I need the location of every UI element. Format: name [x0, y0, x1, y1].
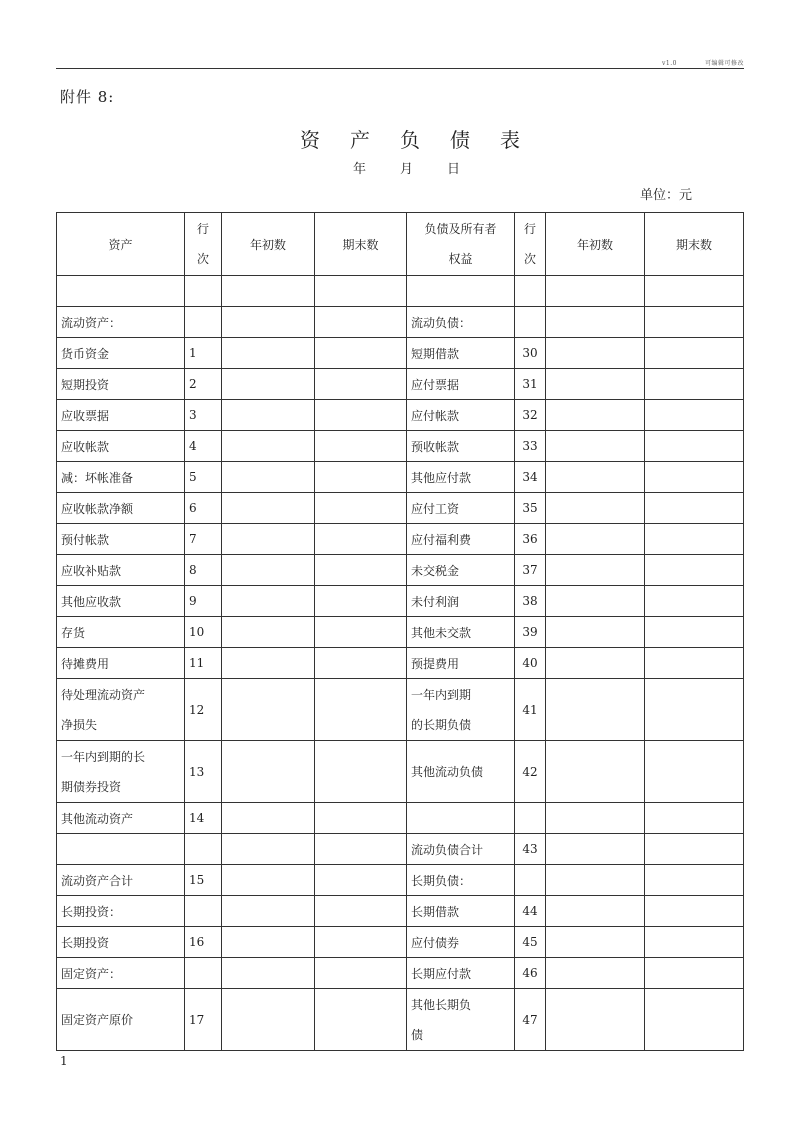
liability-end-cell — [645, 524, 744, 555]
liability-line-cell: 42 — [515, 741, 546, 803]
asset-line-cell: 6 — [185, 493, 222, 524]
asset-line-cell: 3 — [185, 400, 222, 431]
asset-begin-cell — [222, 958, 315, 989]
liability-line-cell: 31 — [515, 369, 546, 400]
liability-name-cell: 预提费用 — [407, 648, 515, 679]
asset-line-cell: 13 — [185, 741, 222, 803]
page-number: 1 — [60, 1054, 68, 1068]
table-row — [57, 586, 744, 617]
table-row — [57, 276, 744, 307]
liability-end-cell — [645, 958, 744, 989]
liability-end-cell — [645, 276, 744, 307]
liability-end-cell — [645, 865, 744, 896]
table-row — [57, 369, 744, 400]
asset-begin-cell — [222, 462, 315, 493]
liability-end-cell — [645, 307, 744, 338]
liability-begin-cell — [546, 555, 645, 586]
table-row — [57, 927, 744, 958]
asset-line-cell — [185, 834, 222, 865]
col-header-end: 期末数 — [645, 213, 744, 276]
asset-name-cell: 应收帐款 — [57, 431, 185, 462]
asset-begin-cell — [222, 307, 315, 338]
liability-begin-cell — [546, 927, 645, 958]
asset-name-cell: 待摊费用 — [57, 648, 185, 679]
asset-line-cell — [185, 307, 222, 338]
asset-begin-cell — [222, 338, 315, 369]
asset-end-cell — [315, 369, 407, 400]
liability-name-cell: 应付票据 — [407, 369, 515, 400]
liability-name-cell: 未交税金 — [407, 555, 515, 586]
liability-line-cell: 36 — [515, 524, 546, 555]
asset-begin-cell — [222, 400, 315, 431]
asset-name-cell: 应收票据 — [57, 400, 185, 431]
asset-line-cell: 2 — [185, 369, 222, 400]
liability-line-cell: 37 — [515, 555, 546, 586]
col-header-begin: 年初数 — [222, 213, 315, 276]
table-row — [57, 958, 744, 989]
liability-name-cell: 应付工资 — [407, 493, 515, 524]
liability-begin-cell — [546, 276, 645, 307]
asset-begin-cell — [222, 617, 315, 648]
asset-line-cell: 15 — [185, 865, 222, 896]
table-row — [57, 741, 744, 803]
asset-line-cell — [185, 896, 222, 927]
asset-name-cell: 流动资产合计 — [57, 865, 185, 896]
liability-line-cell: 47 — [515, 989, 546, 1051]
asset-name-cell: 固定资产原价 — [57, 989, 185, 1051]
liability-end-cell — [645, 586, 744, 617]
asset-begin-cell — [222, 369, 315, 400]
asset-begin-cell — [222, 493, 315, 524]
asset-begin-cell — [222, 524, 315, 555]
liability-line-cell — [515, 307, 546, 338]
balance-sheet-table — [56, 212, 744, 1051]
asset-name-cell: 减：坏帐准备 — [57, 462, 185, 493]
asset-name-cell: 应收帐款净额 — [57, 493, 185, 524]
asset-name-cell: 长期投资： — [57, 896, 185, 927]
asset-end-cell — [315, 927, 407, 958]
asset-begin-cell — [222, 865, 315, 896]
version-label: v1.0 — [662, 60, 677, 67]
table-row — [57, 555, 744, 586]
col-header-end: 期末数 — [315, 213, 407, 276]
liability-name-cell — [407, 803, 515, 834]
liability-begin-cell — [546, 958, 645, 989]
liability-name-cell: 其他流动负债 — [407, 741, 515, 803]
col-header-begin: 年初数 — [546, 213, 645, 276]
liability-begin-cell — [546, 679, 645, 741]
liability-begin-cell — [546, 338, 645, 369]
asset-line-cell: 17 — [185, 989, 222, 1051]
asset-end-cell — [315, 493, 407, 524]
asset-name-cell: 一年内到期的长 期债券投资 — [57, 741, 185, 803]
asset-end-cell — [315, 307, 407, 338]
liability-end-cell — [645, 369, 744, 400]
liability-name-cell: 长期借款 — [407, 896, 515, 927]
asset-begin-cell — [222, 276, 315, 307]
liability-line-cell — [515, 803, 546, 834]
liability-end-cell — [645, 679, 744, 741]
liability-name-cell: 长期负债： — [407, 865, 515, 896]
title-char: 表 — [500, 128, 520, 152]
table-row — [57, 896, 744, 927]
liability-name-cell: 一年内到期 的长期负债 — [407, 679, 515, 741]
asset-line-cell — [185, 958, 222, 989]
liability-begin-cell — [546, 834, 645, 865]
liability-begin-cell — [546, 524, 645, 555]
asset-name-cell: 预付帐款 — [57, 524, 185, 555]
table-row — [57, 834, 744, 865]
liability-line-cell: 41 — [515, 679, 546, 741]
liability-name-cell: 长期应付款 — [407, 958, 515, 989]
liability-name-cell: 未付利润 — [407, 586, 515, 617]
asset-begin-cell — [222, 586, 315, 617]
liability-end-cell — [645, 493, 744, 524]
liability-line-cell: 40 — [515, 648, 546, 679]
table-header-row — [57, 213, 744, 276]
asset-name-cell: 流动资产： — [57, 307, 185, 338]
table-row — [57, 400, 744, 431]
col-header-line: 行 次 — [515, 213, 546, 276]
liability-name-cell: 应付帐款 — [407, 400, 515, 431]
asset-begin-cell — [222, 927, 315, 958]
asset-name-cell: 其他应收款 — [57, 586, 185, 617]
liability-end-cell — [645, 648, 744, 679]
liability-end-cell — [645, 896, 744, 927]
table-row — [57, 338, 744, 369]
table-row — [57, 617, 744, 648]
asset-end-cell — [315, 989, 407, 1051]
date-year: 年 — [353, 162, 367, 177]
attachment-label: 附件 8: — [60, 88, 115, 106]
liability-name-cell: 流动负债合计 — [407, 834, 515, 865]
asset-begin-cell — [222, 555, 315, 586]
table-row — [57, 803, 744, 834]
asset-end-cell — [315, 462, 407, 493]
title-char: 资 — [300, 128, 320, 152]
asset-begin-cell — [222, 431, 315, 462]
asset-line-cell: 10 — [185, 617, 222, 648]
header-rule — [56, 68, 744, 69]
editable-note: 可编辑可修改 — [704, 60, 744, 67]
asset-name-cell — [57, 276, 185, 307]
asset-name-cell: 应收补贴款 — [57, 555, 185, 586]
title-char: 债 — [450, 128, 470, 152]
asset-line-cell: 1 — [185, 338, 222, 369]
liability-begin-cell — [546, 803, 645, 834]
liability-begin-cell — [546, 586, 645, 617]
table-row — [57, 865, 744, 896]
asset-end-cell — [315, 741, 407, 803]
asset-line-cell: 4 — [185, 431, 222, 462]
asset-end-cell — [315, 400, 407, 431]
liability-line-cell: 33 — [515, 431, 546, 462]
asset-end-cell — [315, 431, 407, 462]
liability-name-cell: 预收帐款 — [407, 431, 515, 462]
liability-line-cell: 35 — [515, 493, 546, 524]
liability-end-cell — [645, 617, 744, 648]
liability-line-cell: 45 — [515, 927, 546, 958]
col-header-line: 行 次 — [185, 213, 222, 276]
asset-name-cell: 待处理流动资产 净损失 — [57, 679, 185, 741]
liability-end-cell — [645, 834, 744, 865]
page-title — [300, 124, 550, 153]
asset-name-cell: 货币资金 — [57, 338, 185, 369]
liability-end-cell — [645, 400, 744, 431]
asset-begin-cell — [222, 989, 315, 1051]
asset-line-cell — [185, 276, 222, 307]
asset-begin-cell — [222, 834, 315, 865]
liability-end-cell — [645, 741, 744, 803]
asset-line-cell: 7 — [185, 524, 222, 555]
asset-end-cell — [315, 555, 407, 586]
table-row — [57, 431, 744, 462]
asset-line-cell: 16 — [185, 927, 222, 958]
asset-name-cell: 固定资产： — [57, 958, 185, 989]
title-char: 负 — [400, 128, 420, 152]
liability-end-cell — [645, 338, 744, 369]
liability-begin-cell — [546, 369, 645, 400]
col-header-asset: 资产 — [57, 213, 185, 276]
liability-line-cell: 39 — [515, 617, 546, 648]
table-row — [57, 524, 744, 555]
asset-name-cell — [57, 834, 185, 865]
asset-begin-cell — [222, 648, 315, 679]
table-row — [57, 493, 744, 524]
asset-end-cell — [315, 803, 407, 834]
liability-line-cell: 46 — [515, 958, 546, 989]
asset-end-cell — [315, 276, 407, 307]
liability-line-cell: 34 — [515, 462, 546, 493]
asset-end-cell — [315, 896, 407, 927]
asset-name-cell: 其他流动资产 — [57, 803, 185, 834]
asset-line-cell: 12 — [185, 679, 222, 741]
asset-name-cell: 存货 — [57, 617, 185, 648]
document-header-meta — [662, 58, 772, 67]
asset-begin-cell — [222, 679, 315, 741]
liability-begin-cell — [546, 896, 645, 927]
liability-end-cell — [645, 927, 744, 958]
liability-begin-cell — [546, 648, 645, 679]
date-day: 日 — [447, 162, 461, 177]
liability-name-cell — [407, 276, 515, 307]
asset-line-cell: 8 — [185, 555, 222, 586]
liability-end-cell — [645, 989, 744, 1051]
currency-unit: 单位：元 — [640, 188, 693, 203]
asset-line-cell: 5 — [185, 462, 222, 493]
liability-name-cell: 短期借款 — [407, 338, 515, 369]
liability-line-cell: 32 — [515, 400, 546, 431]
table-row — [57, 679, 744, 741]
table-row — [57, 462, 744, 493]
liability-begin-cell — [546, 431, 645, 462]
liability-begin-cell — [546, 493, 645, 524]
asset-line-cell: 9 — [185, 586, 222, 617]
asset-end-cell — [315, 834, 407, 865]
liability-name-cell: 其他长期负 债 — [407, 989, 515, 1051]
liability-name-cell: 其他应付款 — [407, 462, 515, 493]
liability-name-cell: 流动负债： — [407, 307, 515, 338]
liability-name-cell: 应付债券 — [407, 927, 515, 958]
col-header-liab: 负债及所有者 权益 — [407, 213, 515, 276]
asset-begin-cell — [222, 803, 315, 834]
asset-end-cell — [315, 648, 407, 679]
asset-end-cell — [315, 524, 407, 555]
asset-end-cell — [315, 338, 407, 369]
asset-begin-cell — [222, 896, 315, 927]
asset-name-cell: 短期投资 — [57, 369, 185, 400]
liability-line-cell: 43 — [515, 834, 546, 865]
title-char: 产 — [350, 128, 370, 152]
asset-line-cell: 11 — [185, 648, 222, 679]
liability-end-cell — [645, 803, 744, 834]
date-month: 月 — [400, 162, 414, 177]
report-date — [353, 158, 494, 177]
asset-name-cell: 长期投资 — [57, 927, 185, 958]
liability-line-cell: 38 — [515, 586, 546, 617]
asset-end-cell — [315, 865, 407, 896]
table-row — [57, 648, 744, 679]
table-row — [57, 989, 744, 1051]
liability-begin-cell — [546, 617, 645, 648]
liability-line-cell: 30 — [515, 338, 546, 369]
liability-begin-cell — [546, 400, 645, 431]
asset-end-cell — [315, 958, 407, 989]
liability-end-cell — [645, 462, 744, 493]
liability-begin-cell — [546, 462, 645, 493]
asset-end-cell — [315, 679, 407, 741]
asset-end-cell — [315, 617, 407, 648]
table-row — [57, 307, 744, 338]
liability-begin-cell — [546, 741, 645, 803]
liability-line-cell — [515, 865, 546, 896]
liability-name-cell: 其他未交款 — [407, 617, 515, 648]
asset-end-cell — [315, 586, 407, 617]
liability-begin-cell — [546, 865, 645, 896]
liability-line-cell: 44 — [515, 896, 546, 927]
liability-end-cell — [645, 555, 744, 586]
liability-line-cell — [515, 276, 546, 307]
liability-begin-cell — [546, 307, 645, 338]
liability-end-cell — [645, 431, 744, 462]
asset-begin-cell — [222, 741, 315, 803]
asset-line-cell: 14 — [185, 803, 222, 834]
liability-begin-cell — [546, 989, 645, 1051]
liability-name-cell: 应付福利费 — [407, 524, 515, 555]
